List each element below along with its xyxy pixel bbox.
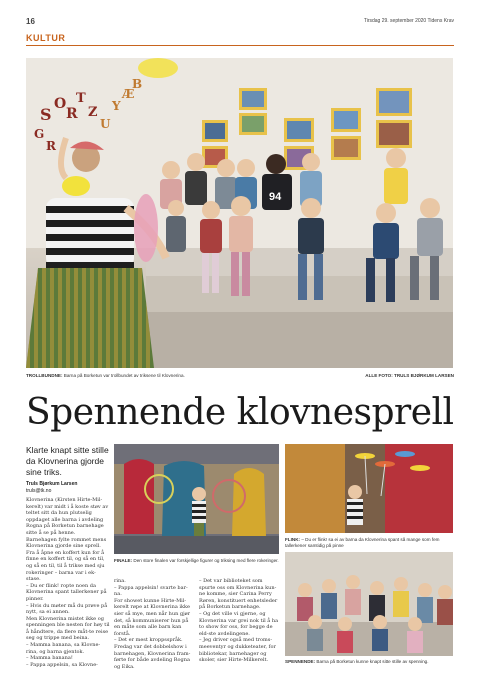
main-photo-caption: [26, 373, 286, 379]
page-number: 16: [26, 17, 35, 26]
section-rule: [26, 45, 454, 46]
paragraph: – Jeg driver også med troms-meeventyr og dukketeater, for bibliotekar, barnehager og skoler, sier Hirte-Milkerelt.: [199, 637, 276, 664]
paragraph: – Mamma banana!: [26, 655, 73, 662]
paragraph: – Mamma banana, sa Klovne-rina, og barna gjentok.: [26, 642, 101, 655]
body-column-2: [114, 578, 194, 670]
caption-text: Barna på Borketun var trollbundet av triksene til Klovnerina.: [63, 373, 185, 378]
sign-letter: Z: [88, 105, 98, 120]
sign-letter: T: [76, 91, 86, 106]
plates-photo: [285, 444, 453, 533]
paragraph: – Og det ville vi gjerne, og Klovnerina var grei nok til å ha to show for oss, for begge de eld-ste avdelingene.: [199, 610, 279, 637]
caption-label: FLINK:: [285, 537, 301, 542]
caption-text: Den store finalen var forskjellige figurer og triksing med flere rokeringer.: [133, 558, 279, 563]
caption-text: – Du er flink! sa ei av barna da Klovnerina spant så mange som fem tallerkener samtidig på pinne: [285, 537, 440, 548]
kids-caption: [285, 659, 453, 665]
sign-letter: S: [40, 105, 52, 124]
lead-text: Klarte knapt sitte stille da Klovnerina gjorde sine triks.: [26, 445, 109, 477]
dateline: Tirsdag 29. september 2020 Tidens Krav: [363, 18, 454, 24]
paragraph: – Pappa appelsin, sa Klovne-: [26, 661, 98, 668]
paragraph: Barnehagen fylte rommet mens Klovnerina gjorde sine sprell. Fra å åpne en koffert kun for å finne en koffert til, og så en til, og så en til, til å trikse med sju rokeringer – barna var i ek-stase.: [26, 536, 107, 583]
main-photo: [26, 58, 453, 368]
paragraph: rina.: [114, 578, 126, 584]
finale-caption: [114, 558, 279, 564]
paragraph: – Pappa appelsin! svarte bar-na.: [114, 584, 188, 598]
byline-name: Truls Bjørkum Larsen: [26, 481, 78, 487]
caption-label: FINALE:: [114, 558, 133, 563]
photo-credit: ALLE FOTO: TRULS BJØRKUM LARSEN: [365, 373, 454, 378]
paragraph: – Hvis du møter må du prøve på nytt, sa ei annen.: [26, 602, 108, 616]
paragraph: Fredag var det dobbelshow i barnehagen, Klovnerina fram-førte for både avdeling Rogna og Eika.: [114, 643, 191, 670]
section-label: KULTUR: [26, 33, 66, 43]
sign-letter: U: [100, 117, 111, 131]
kids-photo: [285, 552, 453, 656]
body-column-3: [199, 578, 279, 664]
finale-photo: [114, 444, 279, 554]
paragraph: For showet kunne Hirte-Mil-kerelt røpe at Klovnerina ikke sier så mye, men når hun gjør det, så kommuniserer hun på en måte som alle barn kan forstå.: [114, 597, 191, 637]
page-header: [26, 17, 454, 29]
caption-label: SPENNENDE:: [285, 659, 316, 664]
plates-caption: [285, 537, 453, 549]
caption-label: TROLLBUNDNE:: [26, 373, 63, 378]
paragraph: – Det var biblioteket som spurte oss om Klovnerina kun-ne komme, sier Carina Perry Røren, konstituert enhetsleder på Borketun barnehage.: [199, 578, 278, 611]
sign-letter: R: [66, 106, 78, 122]
byline: [26, 481, 77, 495]
body-column-1: [26, 497, 110, 668]
sign-letter: G: [34, 127, 45, 141]
paragraph: – Det er mest kroppsspråk.: [114, 637, 183, 644]
paragraph: – Du er flink! ropte noen da Klovnerina spant tallerkener på pinner.: [26, 582, 107, 602]
sign-letter: Y: [112, 99, 121, 113]
paragraph: Men Klovnerina mistet ikke og spenningen ble nesten for høy til å håndtere, da flere måt-te reise seg og trippe med beina.: [26, 615, 110, 642]
sign-letter: Æ: [122, 87, 135, 101]
caption-text: Barna på Borketun kunne knapt sitte stille av spenning.: [316, 659, 429, 664]
byline-email: truls@tk.no: [26, 488, 52, 494]
shirt-number: 94: [269, 191, 282, 203]
headline: Spennende klovnesprell: [26, 392, 454, 433]
sign-letter: B: [132, 77, 143, 91]
paragraph: Klovnerina (Kirsten Hirte-Mil-kerelt) var midt i å koste støv av teltet sitt da hun plutselig oppdaget alle barna i avdeling Rogna på Borketun barnehage sitte å se på henne.: [26, 497, 109, 536]
sign-letter: R: [46, 139, 56, 153]
sign-letter: O: [54, 96, 67, 112]
